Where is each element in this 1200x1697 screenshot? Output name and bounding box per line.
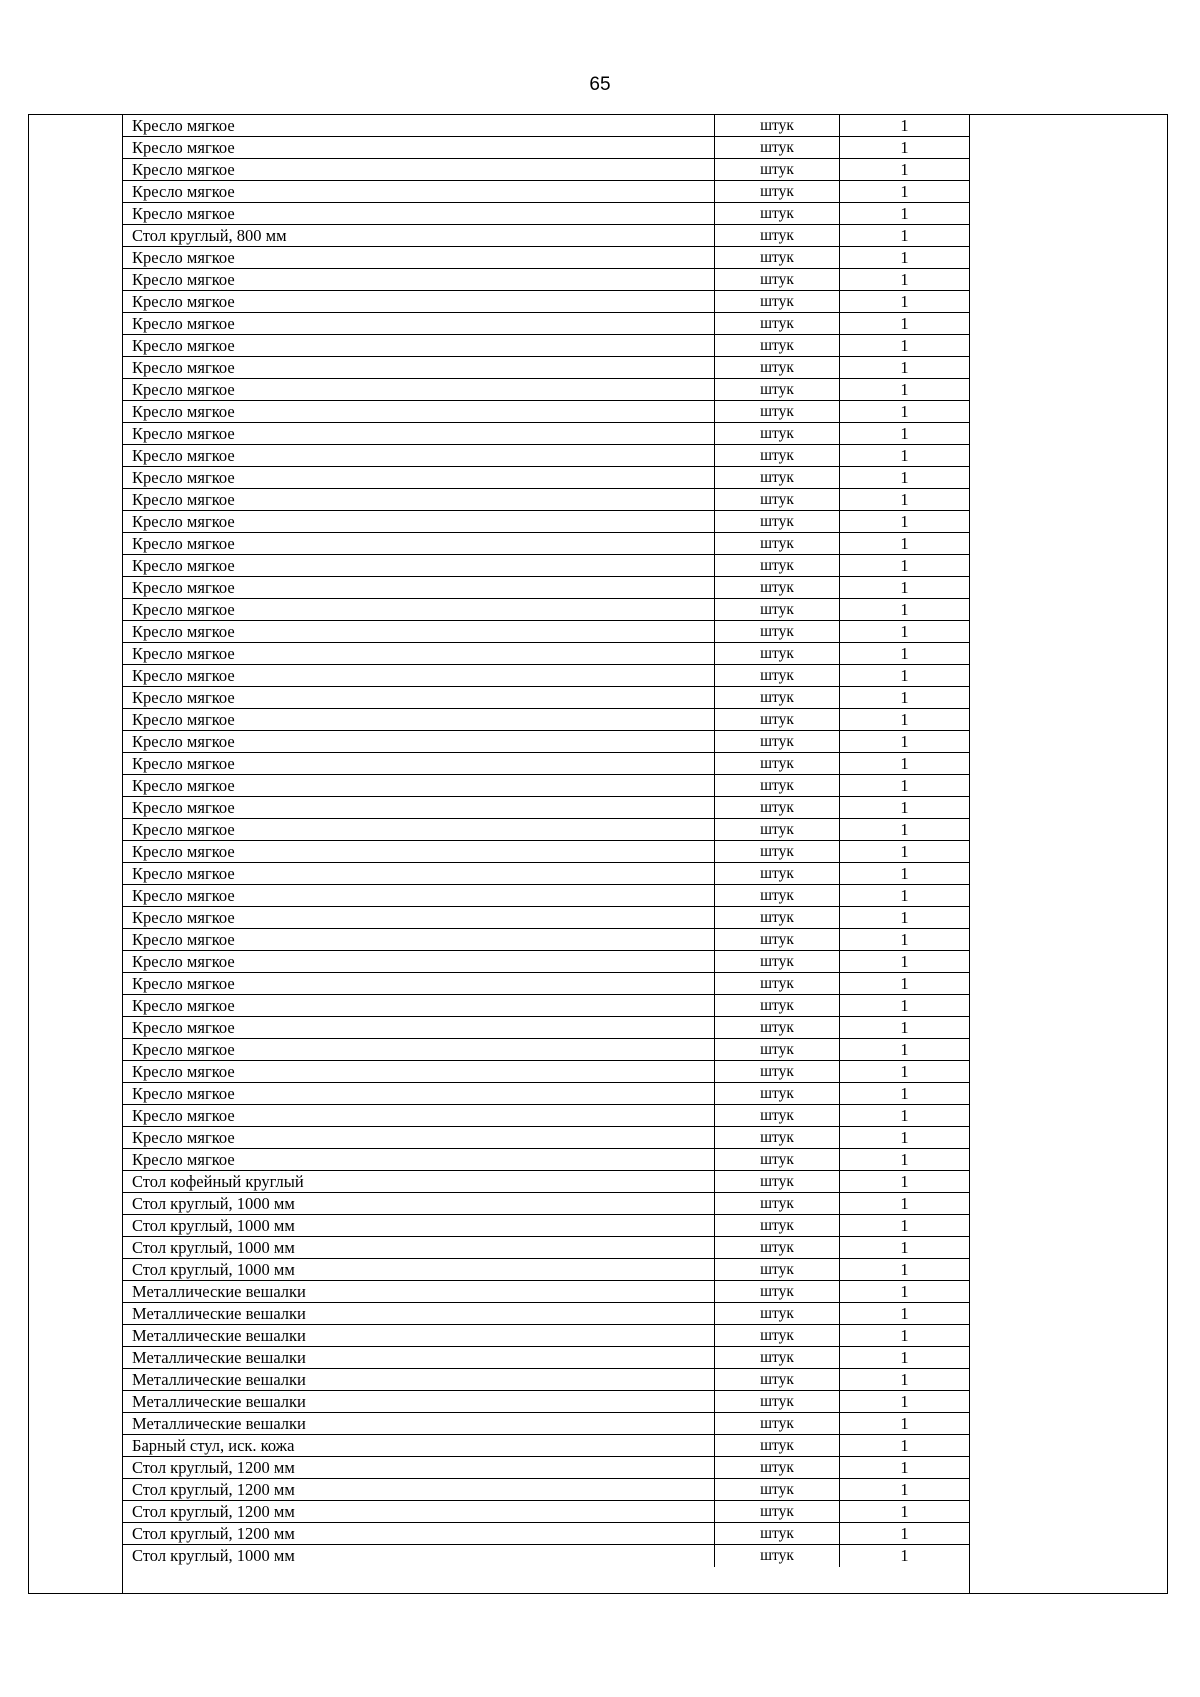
quantity-cell: 1 [900,1348,909,1367]
item-name-cell: Кресло мягкое [123,665,715,686]
unit-cell: штук [715,1149,840,1170]
unit-cell: штук [715,1171,840,1192]
table-column-index [29,115,123,1593]
item-name-cell: Кресло мягкое [123,115,715,136]
unit-cell: штук [715,225,840,246]
table-row [123,797,969,819]
unit-cell: штук [715,841,840,862]
table-row [123,1149,969,1171]
table-row [123,357,969,379]
quantity-cell: 1 [900,1238,909,1257]
item-name-cell: Кресло мягкое [123,335,715,356]
quantity-cell: 1 [900,358,909,377]
unit-cell: штук [715,1347,840,1368]
item-name-cell: Кресло мягкое [123,401,715,422]
item-name-cell: Кресло мягкое [123,709,715,730]
quantity-cell: 1 [900,380,909,399]
unit-cell: штук [715,885,840,906]
quantity-cell: 1 [900,292,909,311]
unit-cell: штук [715,1303,840,1324]
item-name-cell: Кресло мягкое [123,797,715,818]
quantity-cell: 1 [900,930,909,949]
unit-cell: штук [715,533,840,554]
unit-cell: штук [715,269,840,290]
quantity-cell: 1 [900,996,909,1015]
item-name-cell: Кресло мягкое [123,445,715,466]
unit-cell: штук [715,291,840,312]
unit-cell: штук [715,137,840,158]
unit-cell: штук [715,555,840,576]
table-row [123,1281,969,1303]
unit-cell: штук [715,379,840,400]
inventory-table [28,114,1168,1594]
item-name-cell: Кресло мягкое [123,643,715,664]
quantity-cell: 1 [900,1216,909,1235]
quantity-cell: 1 [900,1524,909,1543]
quantity-cell: 1 [900,116,909,135]
table-row [123,269,969,291]
table-row [123,1193,969,1215]
table-row [123,709,969,731]
quantity-cell: 1 [900,666,909,685]
quantity-cell: 1 [900,1084,909,1103]
quantity-cell: 1 [900,490,909,509]
unit-cell: штук [715,687,840,708]
table-row [123,489,969,511]
item-name-cell: Барный стул, иск. кожа [123,1435,715,1456]
quantity-cell: 1 [900,138,909,157]
item-name-cell: Кресло мягкое [123,423,715,444]
item-name-cell: Кресло мягкое [123,1149,715,1170]
table-row [123,115,969,137]
quantity-cell: 1 [900,1326,909,1345]
item-name-cell: Кресло мягкое [123,687,715,708]
unit-cell: штук [715,1479,840,1500]
table-row [123,1413,969,1435]
item-name-cell: Стол круглый, 1000 мм [123,1215,715,1236]
table-row [123,885,969,907]
table-row [123,1039,969,1061]
item-name-cell: Кресло мягкое [123,753,715,774]
item-name-cell: Кресло мягкое [123,489,715,510]
unit-cell: штук [715,797,840,818]
quantity-cell: 1 [900,1260,909,1279]
quantity-cell: 1 [900,600,909,619]
quantity-cell: 1 [900,1194,909,1213]
quantity-cell: 1 [900,1172,909,1191]
item-name-cell: Кресло мягкое [123,1039,715,1060]
item-name-cell: Стол круглый, 800 мм [123,225,715,246]
unit-cell: штук [715,1017,840,1038]
item-name-cell: Кресло мягкое [123,599,715,620]
quantity-cell: 1 [900,644,909,663]
unit-cell: штук [715,1105,840,1126]
table-row [123,555,969,577]
item-name-cell: Кресло мягкое [123,313,715,334]
table-row [123,1083,969,1105]
quantity-cell: 1 [900,1282,909,1301]
unit-cell: штук [715,115,840,136]
item-name-cell: Кресло мягкое [123,379,715,400]
unit-cell: штук [715,621,840,642]
item-name-cell: Кресло мягкое [123,1083,715,1104]
table-row [123,841,969,863]
table-row [123,951,969,973]
table-row [123,907,969,929]
table-row [123,621,969,643]
unit-cell: штук [715,1457,840,1478]
quantity-cell: 1 [900,1414,909,1433]
unit-cell: штук [715,643,840,664]
table-row [123,665,969,687]
quantity-cell: 1 [900,1480,909,1499]
table-row [123,1017,969,1039]
table-row [123,467,969,489]
item-name-cell: Кресло мягкое [123,621,715,642]
table-row [123,225,969,247]
table-row [123,577,969,599]
item-name-cell: Металлические вешалки [123,1413,715,1434]
table-row [123,511,969,533]
quantity-cell: 1 [900,886,909,905]
unit-cell: штук [715,467,840,488]
item-name-cell: Металлические вешалки [123,1325,715,1346]
unit-cell: штук [715,995,840,1016]
unit-cell: штук [715,1369,840,1390]
quantity-cell: 1 [900,820,909,839]
unit-cell: штук [715,973,840,994]
unit-cell: штук [715,775,840,796]
item-name-cell: Кресло мягкое [123,973,715,994]
item-name-cell: Стол круглый, 1200 мм [123,1523,715,1544]
item-name-cell: Кресло мягкое [123,467,715,488]
item-name-cell: Стол круглый, 1200 мм [123,1501,715,1522]
item-name-cell: Стол круглый, 1000 мм [123,1259,715,1280]
table-row [123,1325,969,1347]
unit-cell: штук [715,1259,840,1280]
unit-cell: штук [715,203,840,224]
item-name-cell: Кресло мягкое [123,951,715,972]
quantity-cell: 1 [900,1062,909,1081]
unit-cell: штук [715,907,840,928]
table-row [123,1545,969,1567]
quantity-cell: 1 [900,1436,909,1455]
table-row [123,643,969,665]
page-number: 65 [589,74,611,95]
unit-cell: штук [715,1237,840,1258]
quantity-cell: 1 [900,842,909,861]
quantity-cell: 1 [900,182,909,201]
table-row [123,137,969,159]
quantity-cell: 1 [900,688,909,707]
unit-cell: штук [715,511,840,532]
unit-cell: штук [715,951,840,972]
quantity-cell: 1 [900,974,909,993]
item-name-cell: Кресло мягкое [123,841,715,862]
table-row [123,247,969,269]
table-column-notes [969,115,1167,1593]
quantity-cell: 1 [900,270,909,289]
item-name-cell: Кресло мягкое [123,181,715,202]
unit-cell: штук [715,1501,840,1522]
item-name-cell: Кресло мягкое [123,511,715,532]
unit-cell: штук [715,313,840,334]
unit-cell: штук [715,709,840,730]
quantity-cell: 1 [900,776,909,795]
item-name-cell: Кресло мягкое [123,291,715,312]
quantity-cell: 1 [900,160,909,179]
unit-cell: штук [715,599,840,620]
table-row [123,731,969,753]
unit-cell: штук [715,1523,840,1544]
quantity-cell: 1 [900,446,909,465]
quantity-cell: 1 [900,1458,909,1477]
table-row [123,753,969,775]
unit-cell: штук [715,819,840,840]
quantity-cell: 1 [900,1106,909,1125]
item-name-cell: Кресло мягкое [123,1127,715,1148]
table-row [123,445,969,467]
quantity-cell: 1 [900,1370,909,1389]
quantity-cell: 1 [900,1128,909,1147]
quantity-cell: 1 [900,534,909,553]
item-name-cell: Кресло мягкое [123,159,715,180]
quantity-cell: 1 [900,1392,909,1411]
table-row [123,291,969,313]
quantity-cell: 1 [900,732,909,751]
unit-cell: штук [715,731,840,752]
quantity-cell: 1 [900,1040,909,1059]
unit-cell: штук [715,1325,840,1346]
item-name-cell: Кресло мягкое [123,203,715,224]
item-name-cell: Стол круглый, 1000 мм [123,1193,715,1214]
quantity-cell: 1 [900,578,909,597]
item-name-cell: Кресло мягкое [123,1105,715,1126]
quantity-cell: 1 [900,226,909,245]
unit-cell: штук [715,1215,840,1236]
table-row [123,1457,969,1479]
unit-cell: штук [715,335,840,356]
table-row [123,1435,969,1457]
quantity-cell: 1 [900,798,909,817]
item-name-cell: Кресло мягкое [123,863,715,884]
item-name-cell: Кресло мягкое [123,555,715,576]
unit-cell: штук [715,577,840,598]
unit-cell: штук [715,1435,840,1456]
table-row [123,1523,969,1545]
unit-cell: штук [715,1545,840,1567]
table-row [123,973,969,995]
quantity-cell: 1 [900,908,909,927]
unit-cell: штук [715,753,840,774]
unit-cell: штук [715,401,840,422]
item-name-cell: Стол круглый, 1200 мм [123,1479,715,1500]
item-name-cell: Металлические вешалки [123,1369,715,1390]
table-row [123,401,969,423]
unit-cell: штук [715,1127,840,1148]
item-name-cell: Кресло мягкое [123,247,715,268]
table-row [123,1391,969,1413]
item-name-cell: Кресло мягкое [123,533,715,554]
table-row [123,181,969,203]
table-row [123,533,969,555]
quantity-cell: 1 [900,314,909,333]
quantity-cell: 1 [900,1546,909,1565]
item-name-cell: Кресло мягкое [123,1017,715,1038]
table-row [123,379,969,401]
table-row [123,1105,969,1127]
unit-cell: штук [715,181,840,202]
item-name-cell: Кресло мягкое [123,357,715,378]
quantity-cell: 1 [900,556,909,575]
item-name-cell: Стол круглый, 1000 мм [123,1237,715,1258]
item-name-cell: Кресло мягкое [123,269,715,290]
quantity-cell: 1 [900,336,909,355]
unit-cell: штук [715,1039,840,1060]
table-row [123,1369,969,1391]
unit-cell: штук [715,247,840,268]
table-row [123,929,969,951]
table-row [123,313,969,335]
table-row [123,1347,969,1369]
unit-cell: штук [715,665,840,686]
unit-cell: штук [715,159,840,180]
item-name-cell: Кресло мягкое [123,731,715,752]
quantity-cell: 1 [900,1018,909,1037]
quantity-cell: 1 [900,402,909,421]
table-body [123,115,969,1567]
item-name-cell: Кресло мягкое [123,1061,715,1082]
quantity-cell: 1 [900,248,909,267]
unit-cell: штук [715,423,840,444]
item-name-cell: Стол круглый, 1000 мм [123,1545,715,1567]
unit-cell: штук [715,489,840,510]
item-name-cell: Кресло мягкое [123,995,715,1016]
table-row [123,1061,969,1083]
quantity-cell: 1 [900,952,909,971]
item-name-cell: Кресло мягкое [123,929,715,950]
table-row [123,687,969,709]
item-name-cell: Кресло мягкое [123,819,715,840]
quantity-cell: 1 [900,754,909,773]
table-row [123,203,969,225]
quantity-cell: 1 [900,864,909,883]
item-name-cell: Кресло мягкое [123,137,715,158]
table-row [123,1501,969,1523]
table-row [123,1259,969,1281]
table-row [123,1237,969,1259]
quantity-cell: 1 [900,512,909,531]
table-row [123,1171,969,1193]
quantity-cell: 1 [900,204,909,223]
table-row [123,863,969,885]
unit-cell: штук [715,1281,840,1302]
table-row [123,775,969,797]
unit-cell: штук [715,1083,840,1104]
quantity-cell: 1 [900,1502,909,1521]
unit-cell: штук [715,863,840,884]
unit-cell: штук [715,445,840,466]
table-row [123,995,969,1017]
item-name-cell: Кресло мягкое [123,577,715,598]
item-name-cell: Металлические вешалки [123,1347,715,1368]
table-row [123,1303,969,1325]
table-row [123,1479,969,1501]
item-name-cell: Металлические вешалки [123,1391,715,1412]
quantity-cell: 1 [900,622,909,641]
unit-cell: штук [715,929,840,950]
unit-cell: штук [715,357,840,378]
unit-cell: штук [715,1061,840,1082]
table-row [123,599,969,621]
item-name-cell: Стол круглый, 1200 мм [123,1457,715,1478]
item-name-cell: Кресло мягкое [123,907,715,928]
table-row [123,335,969,357]
unit-cell: штук [715,1391,840,1412]
quantity-cell: 1 [900,710,909,729]
item-name-cell: Металлические вешалки [123,1281,715,1302]
quantity-cell: 1 [900,468,909,487]
unit-cell: штук [715,1413,840,1434]
quantity-cell: 1 [900,1150,909,1169]
item-name-cell: Кресло мягкое [123,885,715,906]
quantity-cell: 1 [900,1304,909,1323]
table-row [123,1215,969,1237]
table-row [123,423,969,445]
item-name-cell: Металлические вешалки [123,1303,715,1324]
item-name-cell: Стол кофейный круглый [123,1171,715,1192]
table-row [123,1127,969,1149]
table-row [123,819,969,841]
item-name-cell: Кресло мягкое [123,775,715,796]
table-row [123,159,969,181]
unit-cell: штук [715,1193,840,1214]
quantity-cell: 1 [900,424,909,443]
